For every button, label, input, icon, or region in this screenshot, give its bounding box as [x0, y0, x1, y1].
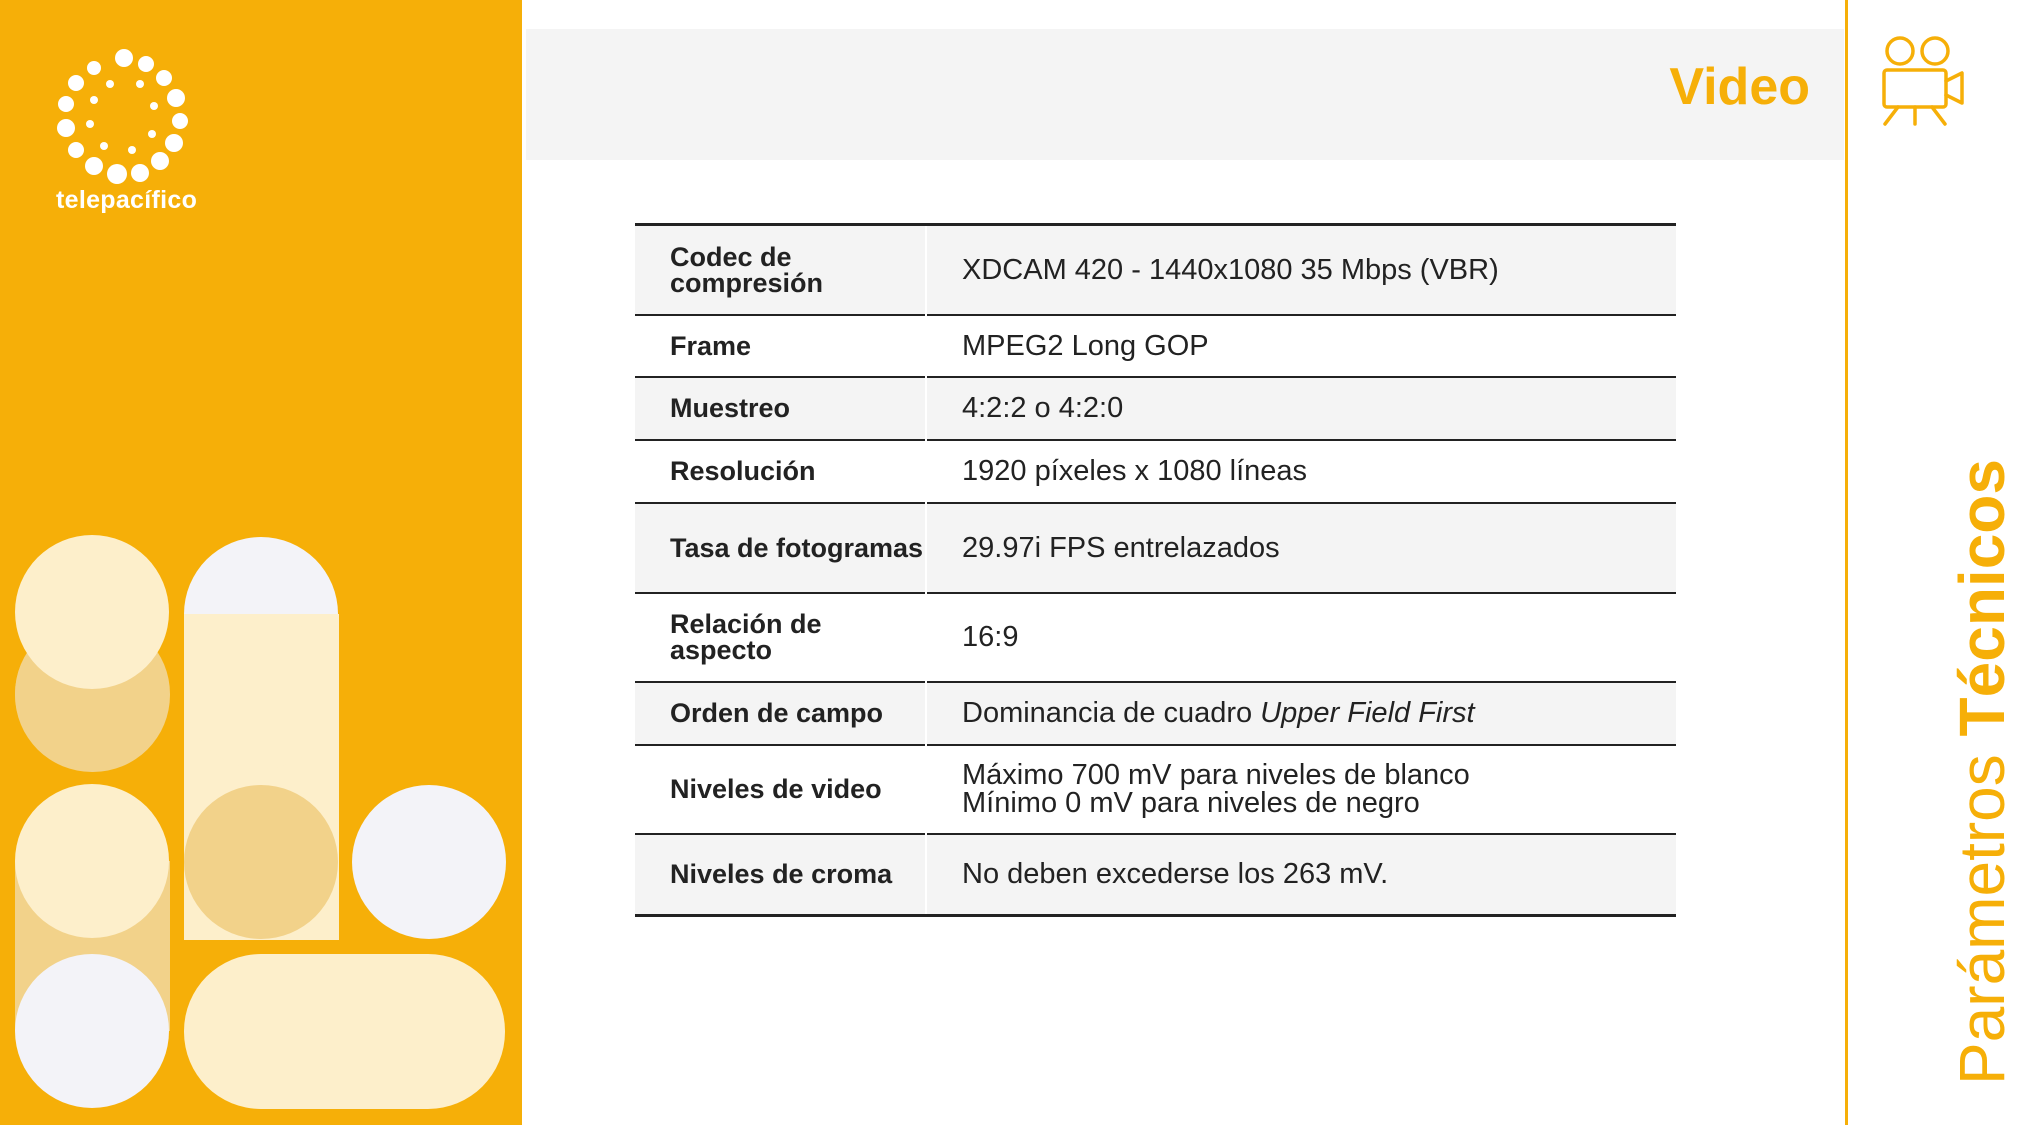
- vertical-divider: [1845, 0, 1848, 1125]
- spec-row: [635, 682, 1676, 745]
- section-title: Video: [1669, 58, 1810, 116]
- brand-name: telepacífico: [56, 186, 198, 214]
- spec-label: Niveles de video: [670, 774, 882, 804]
- spec-label: Resolución: [670, 456, 816, 486]
- spec-row: [635, 377, 1676, 440]
- spec-label: Orden de campo: [635, 682, 926, 745]
- spec-value-italic: Upper Field First: [1260, 697, 1475, 729]
- vertical-title-light: Parámetros: [1946, 754, 2018, 1085]
- spec-value: [926, 745, 1676, 834]
- vertical-section-title: [1946, 459, 2018, 1085]
- spec-label: Relación de aspecto: [670, 609, 822, 665]
- spec-value: 1920 píxeles x 1080 líneas: [926, 440, 1676, 503]
- spec-value: 16:9: [926, 593, 1676, 682]
- spec-value-line: Máximo 700 mV para niveles de blanco: [962, 759, 1470, 791]
- spec-row: [635, 503, 1676, 593]
- spec-label: Muestreo: [635, 377, 926, 440]
- spec-label: Tasa de fotogramas: [635, 503, 926, 593]
- spec-row: [635, 315, 1676, 377]
- video-camera-icon: [1880, 34, 1966, 128]
- spec-value: 4:2:2 o 4:2:0: [926, 377, 1676, 440]
- spec-value: No deben excederse los 263 mV.: [926, 834, 1676, 916]
- spec-row: [635, 593, 1676, 682]
- spec-row: [635, 745, 1676, 834]
- spec-value: XDCAM 420 - 1440x1080 35 Mbps (VBR): [926, 225, 1676, 315]
- spec-value-text: Dominancia de cuadro: [962, 697, 1261, 729]
- technical-specs-table: [635, 223, 1676, 917]
- spec-row: [635, 225, 1676, 315]
- spec-value-line: Mínimo 0 mV para niveles de negro: [962, 787, 1420, 819]
- spec-value: 29.97i FPS entrelazados: [926, 503, 1676, 593]
- header-band: [526, 29, 1844, 160]
- vertical-title-bold: Técnicos: [1946, 459, 2018, 737]
- spec-value: [926, 682, 1676, 745]
- spec-row: [635, 834, 1676, 916]
- spec-label: Niveles de croma: [635, 834, 926, 916]
- spec-value: MPEG2 Long GOP: [926, 315, 1676, 377]
- spec-label: Codec de compresión: [635, 225, 926, 315]
- spec-row: [635, 440, 1676, 503]
- left-decorative-panel: [0, 0, 522, 1125]
- spec-label: Frame: [670, 330, 752, 361]
- decorative-shapes: [0, 0, 522, 1125]
